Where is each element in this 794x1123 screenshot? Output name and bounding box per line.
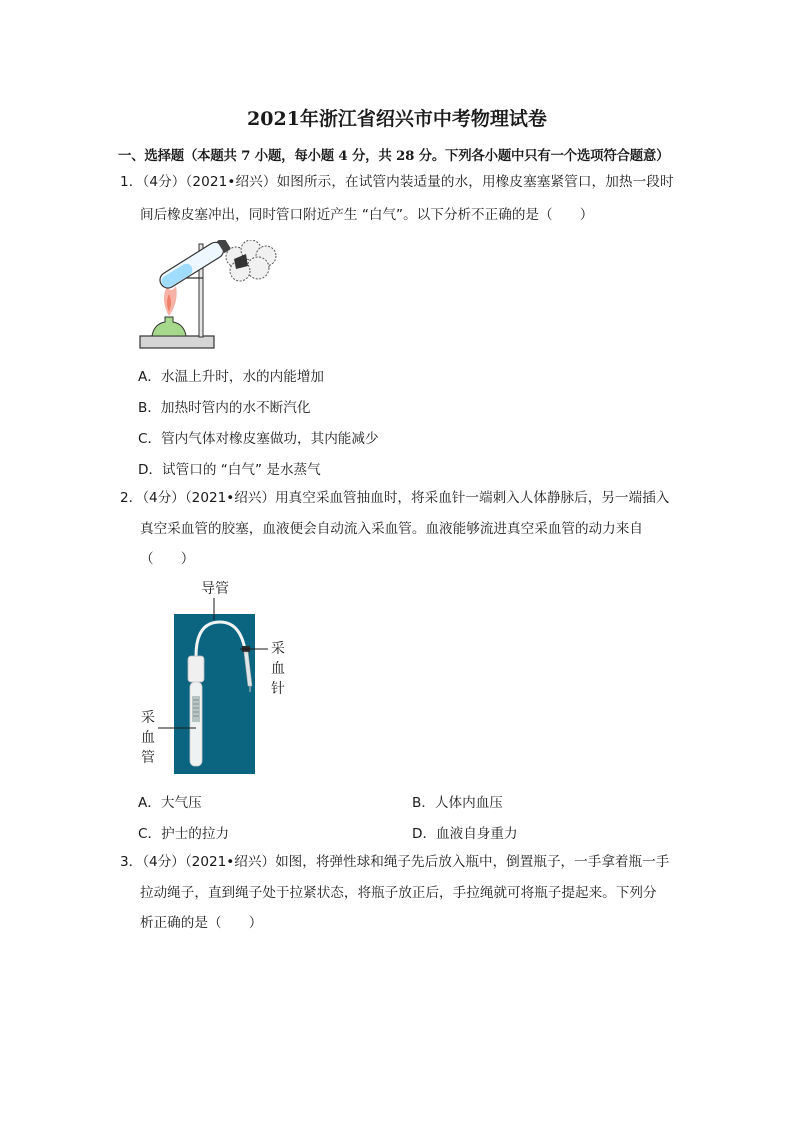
question-stem: 如图所示，在试管内装适量的水，用橡皮塞塞紧管口，加热一段时: [276, 174, 674, 190]
q1-option-a: A．水温上升时，水的内能增加: [138, 369, 325, 385]
needle-label-3: 针: [271, 681, 285, 697]
q1-option-c: C．管内气体对橡皮塞做功，其内能减少: [138, 431, 379, 447]
question-meta: （4分）（2021•绍兴）: [142, 854, 276, 870]
question-2-figure: [138, 576, 290, 778]
question-1-line-2: 间后橡皮塞冲出，同时管口附近产生 “白气”。以下分析不正确的是（ ）: [140, 207, 594, 223]
needle-label-2: 血: [271, 661, 285, 677]
stand-base: [140, 336, 214, 348]
question-meta: （4分）（2021•绍兴）: [142, 174, 277, 190]
question-3-line-2: 拉动绳子，直到绳子处于拉紧状态，将瓶子放正后，手拉绳就可将瓶子提起来。下列分: [140, 885, 657, 901]
question-3-line-3: 析正确的是（ ）: [140, 915, 263, 931]
test-tube: [157, 240, 232, 291]
tube-label: 导管: [201, 581, 229, 597]
question-2-line-3: （ ）: [140, 551, 195, 567]
section-heading: 一、选择题（本题共 7 小题，每小题 4 分，共 28 分。下列各小题中只有一个选项符合题意）: [118, 148, 670, 164]
q2-option-d: D．血液自身重力: [412, 826, 518, 842]
page-title: 2021年浙江省绍兴市中考物理试卷: [247, 108, 547, 130]
vial-cap: [188, 656, 204, 682]
vial-label-1: 采: [141, 710, 155, 726]
question-1-line-1: [120, 172, 674, 192]
question-2-line-2: 真空采血管的胶塞，血液便会自动流入采血管。血液能够流进真空采血管的动力来自: [140, 521, 643, 537]
q2-option-a: A．大气压: [138, 795, 202, 811]
question-3-line-1: [120, 852, 669, 872]
vial-body: [190, 682, 202, 766]
vial-label-2: 血: [141, 730, 155, 746]
q1-option-d: D．试管口的 “白气” 是水蒸气: [138, 462, 321, 478]
question-1-figure: [138, 240, 288, 355]
question-number: 1．: [120, 174, 143, 190]
question-stem: 用真空采血管抽血时，将采血针一端刺入人体静脉后，另一端插入: [275, 490, 670, 506]
question-2-line-1: [120, 488, 669, 508]
q2-option-c: C．护士的拉力: [138, 826, 230, 842]
needle-label-1: 采: [271, 641, 285, 657]
question-number: 3．: [120, 854, 143, 870]
steam-cloud: [226, 240, 276, 281]
q1-option-b: B．加热时管内的水不断汽化: [138, 400, 311, 416]
question-stem: 如图，将弹性球和绳子先后放入瓶中，倒置瓶子，一手拿着瓶一手: [275, 854, 670, 870]
q2-option-b: B．人体内血压: [412, 795, 503, 811]
alcohol-lamp: [152, 317, 186, 336]
question-number: 2．: [120, 490, 143, 506]
question-meta: （4分）（2021•绍兴）: [142, 490, 276, 506]
vial-label-3: 管: [141, 750, 155, 766]
